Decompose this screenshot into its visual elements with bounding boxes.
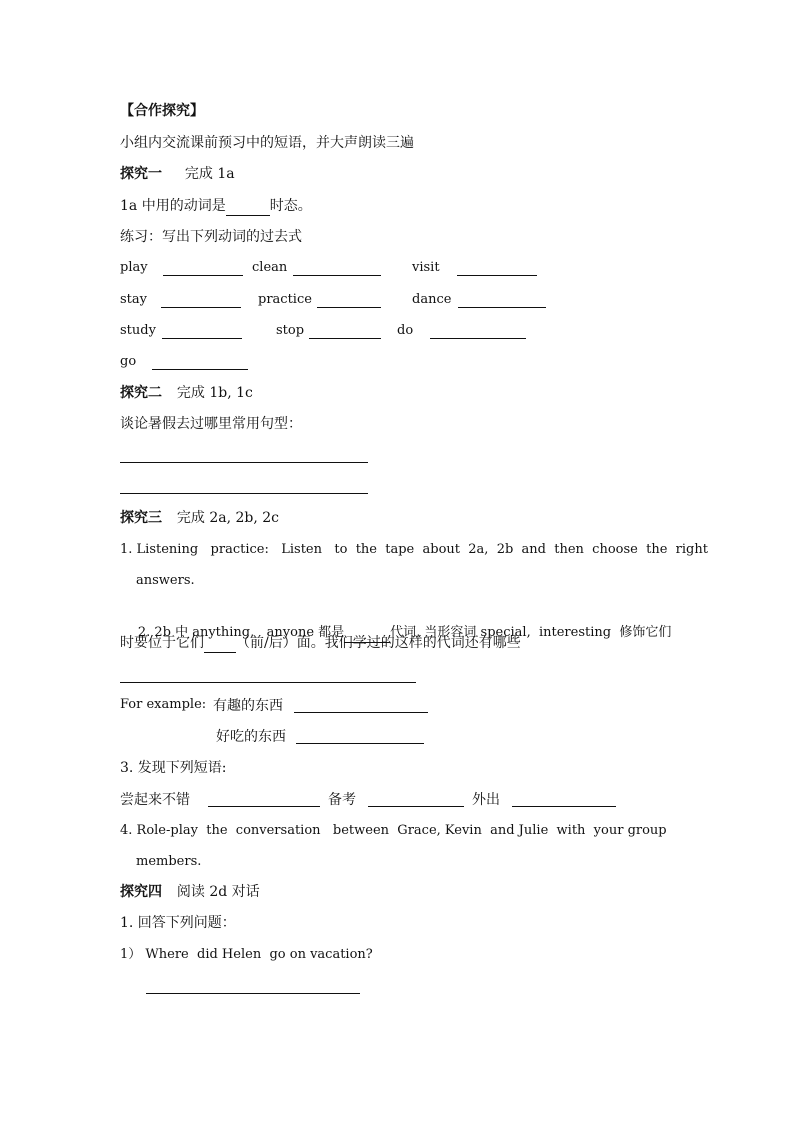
phrase-go-out: 外出 [472,792,500,808]
phrase-go-out-blank[interactable] [512,806,616,807]
verb-practice-blank[interactable] [317,307,381,308]
verb-stop-blank[interactable] [309,338,381,339]
practice-instruction: 练习：写出下列动词的过去式 [120,229,302,245]
phrase-exam-prep: 备考 [328,792,356,808]
exploration-3-heading: 探究三 [120,510,162,526]
verb-clean-blank[interactable] [293,275,381,276]
verb-practice: practice [258,292,312,307]
exploration-4-task: 阅读 2d 对话 [176,884,260,900]
exploration-4-header [120,882,260,902]
exploration-1-task: 完成 1a [184,166,235,182]
exploration-1-heading: 探究一 [120,166,162,182]
verb-study: study [120,323,156,338]
tense-blank[interactable] [226,201,270,216]
roleplay-item-line2: members. [136,854,202,869]
phrase-exam-prep-blank[interactable] [368,806,464,807]
listening-item-line1: 1. Listening practice: Listen to the tape about 2a, 2b and then choose the right [120,542,708,557]
sentence-pattern-blank-1[interactable] [120,462,368,463]
exploration-2-prompt: 谈论暑假去过哪里常用句型： [120,416,302,432]
sentence-pattern-blank-2[interactable] [120,493,368,494]
pronoun-list-blank[interactable] [120,682,416,683]
exploration-1-header [120,164,235,184]
verb-go-blank[interactable] [152,369,248,370]
position-blank[interactable] [204,638,236,653]
verb-study-blank[interactable] [162,338,242,339]
position-question-post: （前/后）面。我们学过的这样的代词还有哪些 [236,635,521,651]
verb-go: go [120,354,137,369]
example-something-interesting: 有趣的东西 [213,698,283,714]
verb-stay: stay [120,292,147,307]
question-1: 1） Where did Helen go on vacation? [120,947,373,962]
exploration-2-task: 完成 1b, 1c [176,385,253,401]
verb-do: do [397,323,414,338]
question-1-answer-blank[interactable] [146,993,360,994]
phrase-taste-good: 尝起来不错 [120,792,190,808]
verb-stop: stop [276,323,305,338]
answer-questions-item: 1. 回答下列问题： [120,915,236,931]
exploration-3-task: 完成 2a, 2b, 2c [176,510,280,526]
verb-play: play [120,260,148,275]
tense-question-pre: 1a 中用的动词是 [120,198,226,214]
verb-do-blank[interactable] [430,338,526,339]
verb-dance: dance [412,292,452,307]
tense-question [120,196,312,216]
pronoun-item-part2: 代词, 当形容词 special, interesting 修饰它们 [390,625,672,640]
verb-clean: clean [252,260,288,275]
exploration-3-header [120,508,279,528]
intro-text: 小组内交流课前预习中的短语，并大声朗读三遍 [120,135,414,151]
exploration-4-heading: 探究四 [120,884,162,900]
section-title: 【合作探究】 [120,103,204,119]
verb-visit: visit [412,260,440,275]
example-interesting-blank[interactable] [294,712,428,713]
phrase-taste-good-blank[interactable] [208,806,320,807]
position-question-pre: 时要位于它们 [120,635,204,651]
exploration-2-header [120,383,253,403]
verb-visit-blank[interactable] [457,275,537,276]
roleplay-item-line1: 4. Role-play the conversation between Grace, Kevin and Julie with your group [120,823,667,838]
verb-stay-blank[interactable] [161,307,241,308]
verb-dance-blank[interactable] [458,307,546,308]
verb-play-blank[interactable] [163,275,243,276]
exploration-2-heading: 探究二 [120,385,162,401]
example-delicious-blank[interactable] [296,743,424,744]
tense-question-post: 时态。 [269,198,312,214]
example-something-delicious: 好吃的东西 [216,729,286,745]
phrases-item: 3. 发现下列短语: [120,760,227,776]
pronoun-item-line2 [120,633,521,653]
example-label: For example: [120,697,207,712]
pronoun-item-part1: 2. 2b 中 anything, anyone 都是 [137,625,345,640]
listening-item-line2: answers. [136,573,195,588]
